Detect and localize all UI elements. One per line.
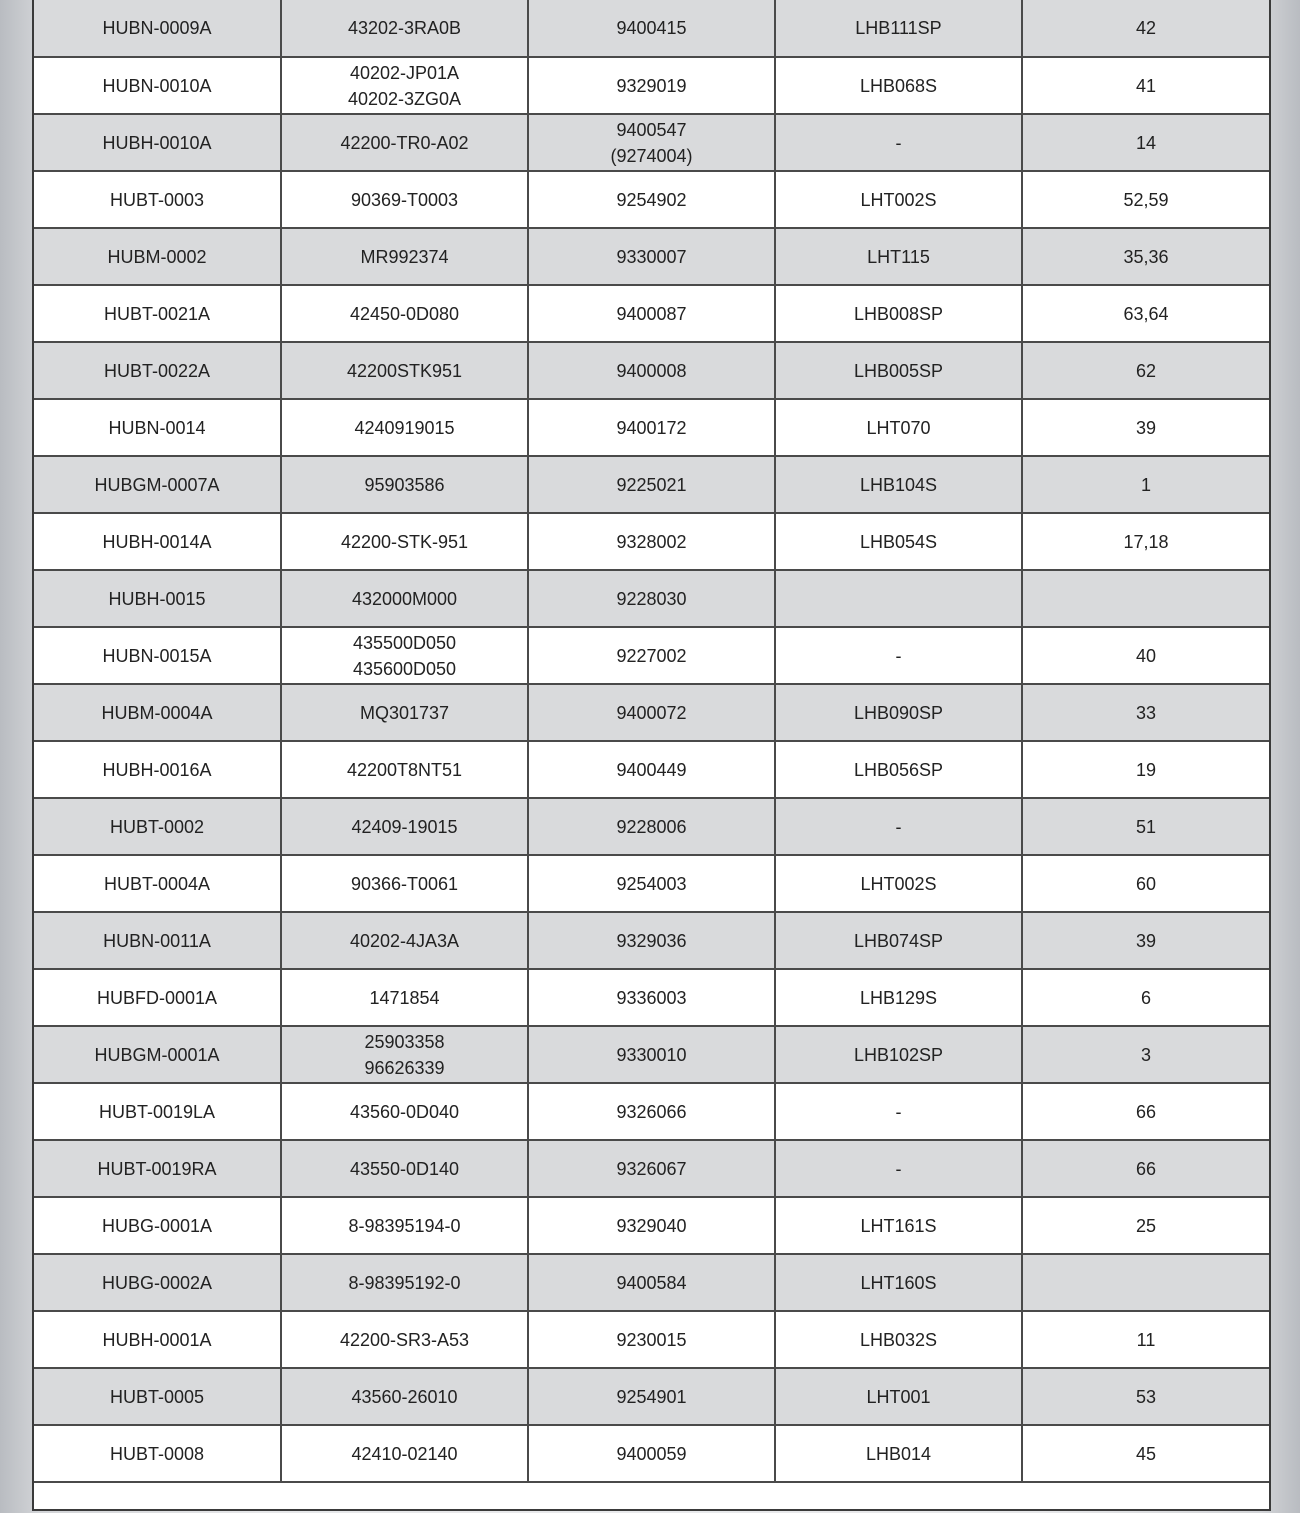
- bearing-code-cell: LHB111SP: [775, 0, 1022, 57]
- part-number-cell: HUBT-0008: [34, 1425, 281, 1482]
- oem-number-cell: [281, 1368, 528, 1425]
- oem-number-cell-line: 4240919015: [354, 417, 455, 438]
- oem-number-cell: [281, 57, 528, 114]
- oem-number-cell: [281, 171, 528, 228]
- oem-number-cell-line: 42200-TR0-A02: [340, 132, 469, 153]
- oem-number-cell: [281, 570, 528, 627]
- oem-number-cell: [281, 1311, 528, 1368]
- reference-number-cell-line: 9328002: [616, 531, 687, 552]
- oem-number-cell: [281, 798, 528, 855]
- part-number-cell: HUBN-0015A: [34, 627, 281, 684]
- page-number-cell: [1022, 1254, 1269, 1311]
- page-number-cell: 42: [1022, 0, 1269, 57]
- part-number-cell: HUBT-0005: [34, 1368, 281, 1425]
- oem-number-cell-line: 43550-0D140: [349, 1158, 460, 1179]
- oem-number-cell: [281, 684, 528, 741]
- part-number-cell: HUBG-0002A: [34, 1254, 281, 1311]
- page-number-cell: [1022, 570, 1269, 627]
- page-number-cell: 3: [1022, 1026, 1269, 1083]
- reference-number-cell-line: 9330010: [616, 1044, 687, 1065]
- part-number-cell: HUBT-0019RA: [34, 1140, 281, 1197]
- reference-number-cell-line: 9227002: [616, 645, 687, 666]
- reference-number-cell-line: 9336003: [616, 987, 687, 1008]
- reference-number-cell-line: 9228006: [616, 816, 687, 837]
- bearing-code-cell: LHB104S: [775, 456, 1022, 513]
- page-number-cell: 66: [1022, 1083, 1269, 1140]
- oem-number-cell: [281, 399, 528, 456]
- reference-number-cell: [528, 171, 775, 228]
- reference-number-cell-line: 9228030: [616, 588, 687, 609]
- page-number-cell: 52,59: [1022, 171, 1269, 228]
- reference-number-cell: [528, 513, 775, 570]
- bearing-code-cell: LHT161S: [775, 1197, 1022, 1254]
- oem-number-cell-line: 42450-0D080: [349, 303, 460, 324]
- oem-number-cell-line: 435500D050: [352, 632, 457, 653]
- table-row: [34, 228, 1269, 285]
- reference-number-cell-line: 9400547: [616, 119, 687, 140]
- reference-number-cell: [528, 228, 775, 285]
- oem-number-cell-line: 43560-26010: [351, 1386, 458, 1407]
- oem-number-cell: [281, 1026, 528, 1083]
- part-number-cell: HUBN-0009A: [34, 0, 281, 57]
- parts-table-sheet: [32, 0, 1271, 1511]
- table-row: [34, 171, 1269, 228]
- oem-number-cell-line: 43560-0D040: [349, 1101, 460, 1122]
- reference-number-cell: [528, 969, 775, 1026]
- part-number-cell: HUBH-0015: [34, 570, 281, 627]
- page-number-cell: 17,18: [1022, 513, 1269, 570]
- page-number-cell: 40: [1022, 627, 1269, 684]
- oem-number-cell: [281, 1083, 528, 1140]
- part-number-cell: HUBT-0002: [34, 798, 281, 855]
- oem-number-cell: [281, 114, 528, 171]
- reference-number-cell-line: 9329019: [616, 75, 687, 96]
- reference-number-cell: [528, 57, 775, 114]
- bearing-code-cell: LHT002S: [775, 855, 1022, 912]
- bearing-code-cell: -: [775, 114, 1022, 171]
- oem-number-cell-line: 40202-JP01A: [349, 62, 460, 83]
- reference-number-cell-line: 9400008: [616, 360, 687, 381]
- oem-number-cell-line: 90366-T0061: [350, 873, 459, 894]
- oem-number-cell: [281, 342, 528, 399]
- oem-number-cell-line: 42410-02140: [351, 1443, 458, 1464]
- oem-number-cell-line: 42200-STK-951: [340, 531, 469, 552]
- oem-number-cell-line: 42200STK951: [346, 360, 463, 381]
- table-row: [34, 0, 1269, 57]
- table-row: [34, 513, 1269, 570]
- bearing-code-cell: LHB074SP: [775, 912, 1022, 969]
- bearing-code-cell: LHT002S: [775, 171, 1022, 228]
- oem-number-cell: [281, 1197, 528, 1254]
- table-row: [34, 912, 1269, 969]
- oem-number-cell-line: 1471854: [369, 987, 440, 1008]
- reference-number-cell-line: 9326066: [616, 1101, 687, 1122]
- bearing-code-cell: LHB008SP: [775, 285, 1022, 342]
- page-number-cell: 60: [1022, 855, 1269, 912]
- part-number-cell: HUBT-0019LA: [34, 1083, 281, 1140]
- part-number-cell: HUBFD-0001A: [34, 969, 281, 1026]
- part-number-cell: HUBH-0014A: [34, 513, 281, 570]
- table-row: [34, 285, 1269, 342]
- part-number-cell: HUBH-0016A: [34, 741, 281, 798]
- bearing-code-cell: [775, 570, 1022, 627]
- table-row: [34, 969, 1269, 1026]
- reference-number-cell: [528, 456, 775, 513]
- part-number-cell: HUBGM-0007A: [34, 456, 281, 513]
- oem-number-cell: [281, 969, 528, 1026]
- reference-number-cell: [528, 798, 775, 855]
- table-row: [34, 114, 1269, 171]
- oem-number-cell-line: MQ301737: [359, 702, 450, 723]
- part-number-cell: HUBH-0010A: [34, 114, 281, 171]
- oem-number-cell-line: 432000M000: [351, 588, 458, 609]
- reference-number-cell-line: (9274004): [610, 145, 693, 166]
- oem-number-cell: [281, 741, 528, 798]
- parts-table: [34, 0, 1269, 1483]
- page-number-cell: 53: [1022, 1368, 1269, 1425]
- reference-number-cell: [528, 342, 775, 399]
- oem-number-cell-line: MR992374: [360, 246, 449, 267]
- oem-number-cell: [281, 0, 528, 57]
- bearing-code-cell: LHB090SP: [775, 684, 1022, 741]
- part-number-cell: HUBT-0003: [34, 171, 281, 228]
- reference-number-cell-line: 9400415: [616, 18, 687, 38]
- reference-number-cell: [528, 627, 775, 684]
- oem-number-cell-line: 90369-T0003: [350, 189, 459, 210]
- part-number-cell: HUBT-0021A: [34, 285, 281, 342]
- bearing-code-cell: LHB102SP: [775, 1026, 1022, 1083]
- part-number-cell: HUBGM-0001A: [34, 1026, 281, 1083]
- page-number-cell: 33: [1022, 684, 1269, 741]
- oem-number-cell-line: 42409-19015: [351, 816, 458, 837]
- table-row: [34, 855, 1269, 912]
- reference-number-cell: [528, 1140, 775, 1197]
- reference-number-cell: [528, 570, 775, 627]
- reference-number-cell: [528, 855, 775, 912]
- part-number-cell: HUBG-0001A: [34, 1197, 281, 1254]
- reference-number-cell: [528, 1311, 775, 1368]
- reference-number-cell: [528, 114, 775, 171]
- reference-number-cell: [528, 1368, 775, 1425]
- oem-number-cell-line: 25903358: [364, 1031, 445, 1052]
- reference-number-cell-line: 9254902: [616, 189, 687, 210]
- oem-number-cell: [281, 855, 528, 912]
- page-number-cell: 19: [1022, 741, 1269, 798]
- reference-number-cell: [528, 1083, 775, 1140]
- reference-number-cell: [528, 741, 775, 798]
- table-row: [34, 1083, 1269, 1140]
- bearing-code-cell: LHB054S: [775, 513, 1022, 570]
- page-number-cell: 11: [1022, 1311, 1269, 1368]
- part-number-cell: HUBH-0001A: [34, 1311, 281, 1368]
- page-number-cell: 39: [1022, 912, 1269, 969]
- table-row: [34, 1368, 1269, 1425]
- oem-number-cell: [281, 912, 528, 969]
- bearing-code-cell: LHT115: [775, 228, 1022, 285]
- oem-number-cell: [281, 228, 528, 285]
- bearing-code-cell: -: [775, 1140, 1022, 1197]
- bearing-code-cell: LHT160S: [775, 1254, 1022, 1311]
- reference-number-cell: [528, 1197, 775, 1254]
- oem-number-cell-line: 40202-3ZG0A: [347, 88, 462, 109]
- bearing-code-cell: -: [775, 1083, 1022, 1140]
- oem-number-cell: [281, 513, 528, 570]
- table-row: [34, 399, 1269, 456]
- reference-number-cell-line: 9254003: [616, 873, 687, 894]
- part-number-cell: HUBM-0002: [34, 228, 281, 285]
- page-number-cell: 1: [1022, 456, 1269, 513]
- table-row: [34, 627, 1269, 684]
- page-number-cell: 25: [1022, 1197, 1269, 1254]
- reference-number-cell-line: 9326067: [616, 1158, 687, 1179]
- reference-number-cell: [528, 1026, 775, 1083]
- table-row: [34, 1311, 1269, 1368]
- oem-number-cell: [281, 456, 528, 513]
- page-number-cell: 39: [1022, 399, 1269, 456]
- oem-number-cell: [281, 627, 528, 684]
- oem-number-cell: [281, 1140, 528, 1197]
- oem-number-cell: [281, 1254, 528, 1311]
- oem-number-cell-line: 96626339: [364, 1057, 445, 1078]
- part-number-cell: HUBN-0010A: [34, 57, 281, 114]
- reference-number-cell: [528, 0, 775, 57]
- bearing-code-cell: LHB032S: [775, 1311, 1022, 1368]
- part-number-cell: HUBN-0014: [34, 399, 281, 456]
- part-number-cell: HUBT-0022A: [34, 342, 281, 399]
- table-row: [34, 1425, 1269, 1482]
- page-number-cell: 63,64: [1022, 285, 1269, 342]
- page-number-cell: 51: [1022, 798, 1269, 855]
- bearing-code-cell: -: [775, 798, 1022, 855]
- oem-number-cell-line: 42200-SR3-A53: [339, 1329, 470, 1350]
- reference-number-cell-line: 9329040: [616, 1215, 687, 1236]
- page-number-cell: 62: [1022, 342, 1269, 399]
- oem-number-cell-line: 40202-4JA3A: [349, 930, 460, 951]
- oem-number-cell: [281, 1425, 528, 1482]
- table-row: [34, 570, 1269, 627]
- table-row: [34, 1140, 1269, 1197]
- oem-number-cell-line: 8-98395194-0: [348, 1215, 461, 1236]
- bearing-code-cell: LHB005SP: [775, 342, 1022, 399]
- part-number-cell: HUBT-0004A: [34, 855, 281, 912]
- reference-number-cell-line: 9230015: [616, 1329, 687, 1350]
- oem-number-cell-line: 8-98395192-0: [348, 1272, 461, 1293]
- page-number-cell: 41: [1022, 57, 1269, 114]
- bearing-code-cell: -: [775, 627, 1022, 684]
- bearing-code-cell: LHT001: [775, 1368, 1022, 1425]
- table-row: [34, 1254, 1269, 1311]
- table-row: [34, 684, 1269, 741]
- bearing-code-cell: LHB056SP: [775, 741, 1022, 798]
- reference-number-cell-line: 9400584: [616, 1272, 687, 1293]
- bearing-code-cell: LHB068S: [775, 57, 1022, 114]
- parts-table-body: [34, 0, 1269, 1482]
- reference-number-cell-line: 9400172: [616, 417, 687, 438]
- reference-number-cell: [528, 399, 775, 456]
- table-row: [34, 1197, 1269, 1254]
- reference-number-cell-line: 9225021: [616, 474, 687, 495]
- table-row: [34, 741, 1269, 798]
- reference-number-cell-line: 9400449: [616, 759, 687, 780]
- page-number-cell: 45: [1022, 1425, 1269, 1482]
- reference-number-cell: [528, 285, 775, 342]
- table-row: [34, 57, 1269, 114]
- bearing-code-cell: LHT070: [775, 399, 1022, 456]
- oem-number-cell-line: 42200T8NT51: [346, 759, 463, 780]
- part-number-cell: HUBN-0011A: [34, 912, 281, 969]
- reference-number-cell: [528, 684, 775, 741]
- table-row: [34, 342, 1269, 399]
- reference-number-cell: [528, 912, 775, 969]
- reference-number-cell-line: 9400087: [616, 303, 687, 324]
- reference-number-cell-line: 9329036: [616, 930, 687, 951]
- reference-number-cell: [528, 1425, 775, 1482]
- bearing-code-cell: LHB014: [775, 1425, 1022, 1482]
- reference-number-cell-line: 9254901: [616, 1386, 687, 1407]
- table-row: [34, 1026, 1269, 1083]
- reference-number-cell-line: 9400072: [616, 702, 687, 723]
- reference-number-cell-line: 9330007: [616, 246, 687, 267]
- table-row: [34, 798, 1269, 855]
- oem-number-cell-line: 43202-3RA0B: [347, 18, 462, 38]
- reference-number-cell-line: 9400059: [616, 1443, 687, 1464]
- bearing-code-cell: LHB129S: [775, 969, 1022, 1026]
- page-number-cell: 66: [1022, 1140, 1269, 1197]
- oem-number-cell-line: 95903586: [364, 474, 445, 495]
- page-number-cell: 35,36: [1022, 228, 1269, 285]
- part-number-cell: HUBM-0004A: [34, 684, 281, 741]
- oem-number-cell-line: 435600D050: [352, 658, 457, 679]
- page-number-cell: 6: [1022, 969, 1269, 1026]
- oem-number-cell: [281, 285, 528, 342]
- page-number-cell: 14: [1022, 114, 1269, 171]
- table-row: [34, 456, 1269, 513]
- reference-number-cell: [528, 1254, 775, 1311]
